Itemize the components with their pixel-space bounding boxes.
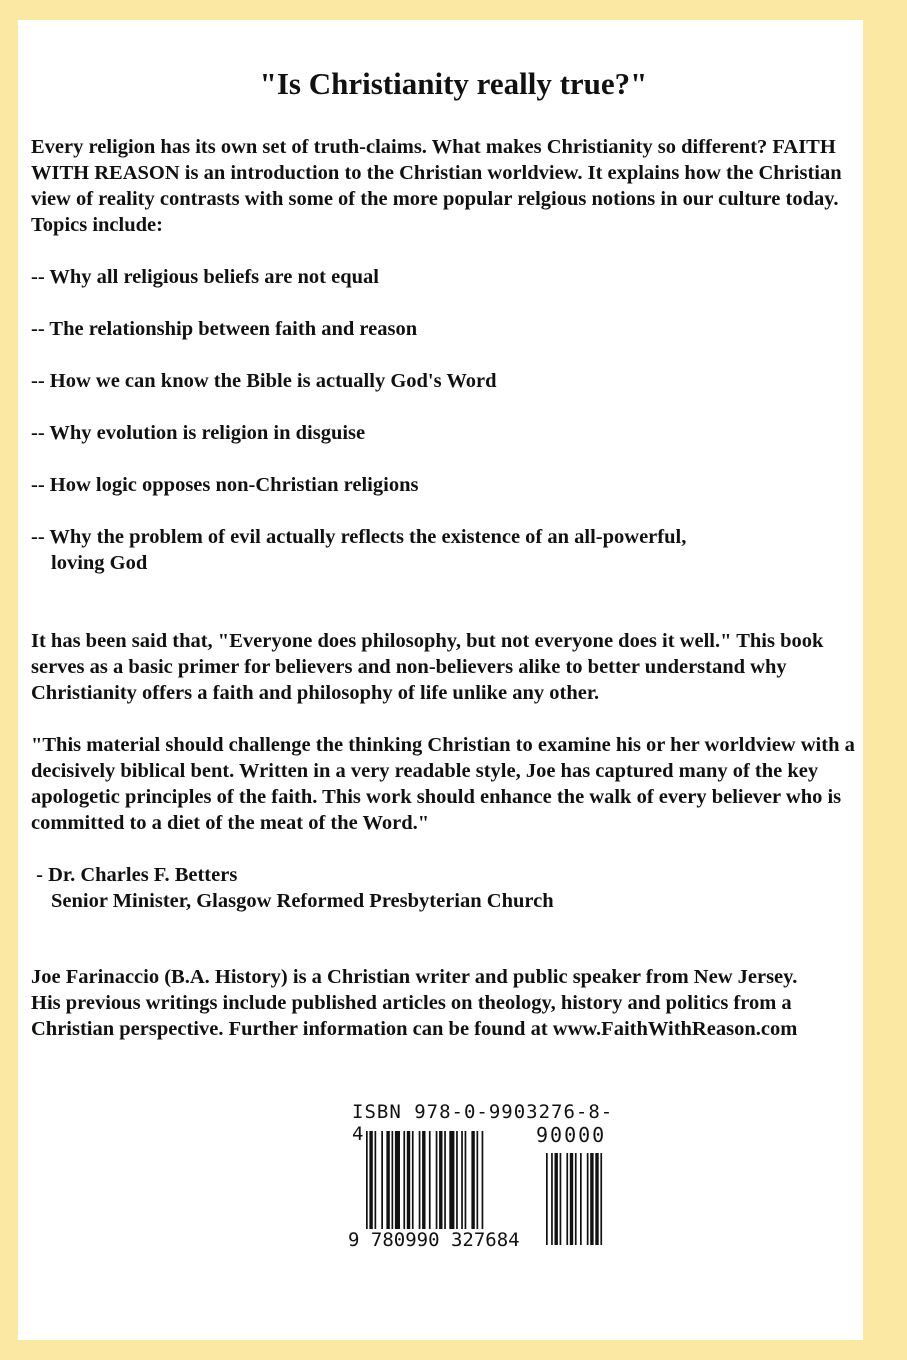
barcode-bar — [395, 1131, 400, 1243]
price-addon-code: 90000 — [536, 1123, 607, 1147]
barcode-bar — [590, 1153, 593, 1245]
barcode-bar — [461, 1131, 463, 1243]
barcode-bar — [570, 1153, 573, 1245]
barcode-bar — [392, 1131, 394, 1243]
barcode-bar — [566, 1153, 568, 1245]
barcode-bar — [439, 1131, 442, 1243]
barcode-bar — [465, 1131, 467, 1243]
intro-paragraph: Every religion has its own set of truth-claims. What makes Christianity so different? FAITH WITH REASON is an introduction to the Christian worldview. It explains how the Christian view of reality contrasts with some of the more popular relgious notions in our culture today. Topics include: — [31, 136, 842, 236]
topic-item: -- Why the problem of evil actually reflects the existence of an all-powerful, — [31, 526, 687, 548]
barcode-bar — [560, 1153, 562, 1245]
barcode-bar — [600, 1153, 602, 1245]
barcode-bar — [575, 1153, 577, 1245]
cover-headline: "Is Christianity really true?" — [259, 66, 648, 101]
barcode-bar — [444, 1131, 446, 1243]
philosophy-paragraph: It has been said that, "Everyone does philosophy, but not everyone does it well." This book serves as a basic primer for believers and non-believers alike to better understand why Christianity offers a faith and philosophy of life unlike any other. — [31, 630, 824, 704]
barcode-bar — [429, 1131, 431, 1243]
topic-item-continuation: loving God — [51, 552, 148, 574]
barcode-bar — [436, 1131, 438, 1243]
author-bio: Joe Farinaccio (B.A. History) is a Christian writer and public speaker from New Jersey. His previous writings include published articles on theology, history and politics from a Christian perspective. Further information can be found at www.FaithWithReason.com — [31, 966, 798, 1040]
barcode-bar — [456, 1131, 458, 1243]
topic-item: -- The relationship between faith and reason — [31, 318, 418, 340]
topic-item: -- Why evolution is religion in disguise — [31, 422, 366, 444]
barcode-bar — [422, 1131, 425, 1243]
barcode-bar — [477, 1131, 479, 1243]
barcode-digits: 9 780990 327684 — [348, 1229, 520, 1251]
barcode-bar — [449, 1131, 454, 1243]
barcode-bar — [482, 1131, 484, 1243]
isbn-label: ISBN 978-0-9903276-8-4 — [352, 1101, 614, 1145]
barcode-bar — [419, 1131, 421, 1243]
barcode-bar — [551, 1153, 553, 1245]
barcode-bar — [587, 1153, 589, 1245]
barcode-bar — [555, 1153, 558, 1245]
barcode-bar — [471, 1131, 474, 1243]
barcode-bar — [375, 1131, 377, 1243]
barcode-bar — [381, 1131, 383, 1243]
barcode-bar — [595, 1153, 598, 1245]
barcode-bar — [403, 1131, 405, 1243]
endorsement-role: Senior Minister, Glasgow Reformed Presbyterian Church — [51, 890, 554, 912]
topic-item: -- Why all religious beliefs are not equal — [31, 266, 379, 288]
barcode-bar — [412, 1131, 414, 1243]
barcode-bar — [386, 1131, 389, 1243]
endorsement-quote: "This material should challenge the thinking Christian to examine his or her worldview with a decisively biblical bent. Written in a very readable style, Joe has captured many of the key apologetic principles of the faith. This work should enhance the walk of every believer who is committed to a diet of the meat of the Word." — [31, 734, 855, 834]
topic-item: -- How we can know the Bible is actually God's Word — [31, 370, 497, 392]
endorsement-author: - Dr. Charles F. Betters — [31, 864, 238, 886]
barcode-bar — [407, 1131, 410, 1243]
topic-item: -- How logic opposes non-Christian religions — [31, 474, 419, 496]
barcode-bar — [580, 1153, 582, 1245]
isbn-barcode — [346, 1101, 618, 1251]
barcode-bar — [546, 1153, 548, 1245]
